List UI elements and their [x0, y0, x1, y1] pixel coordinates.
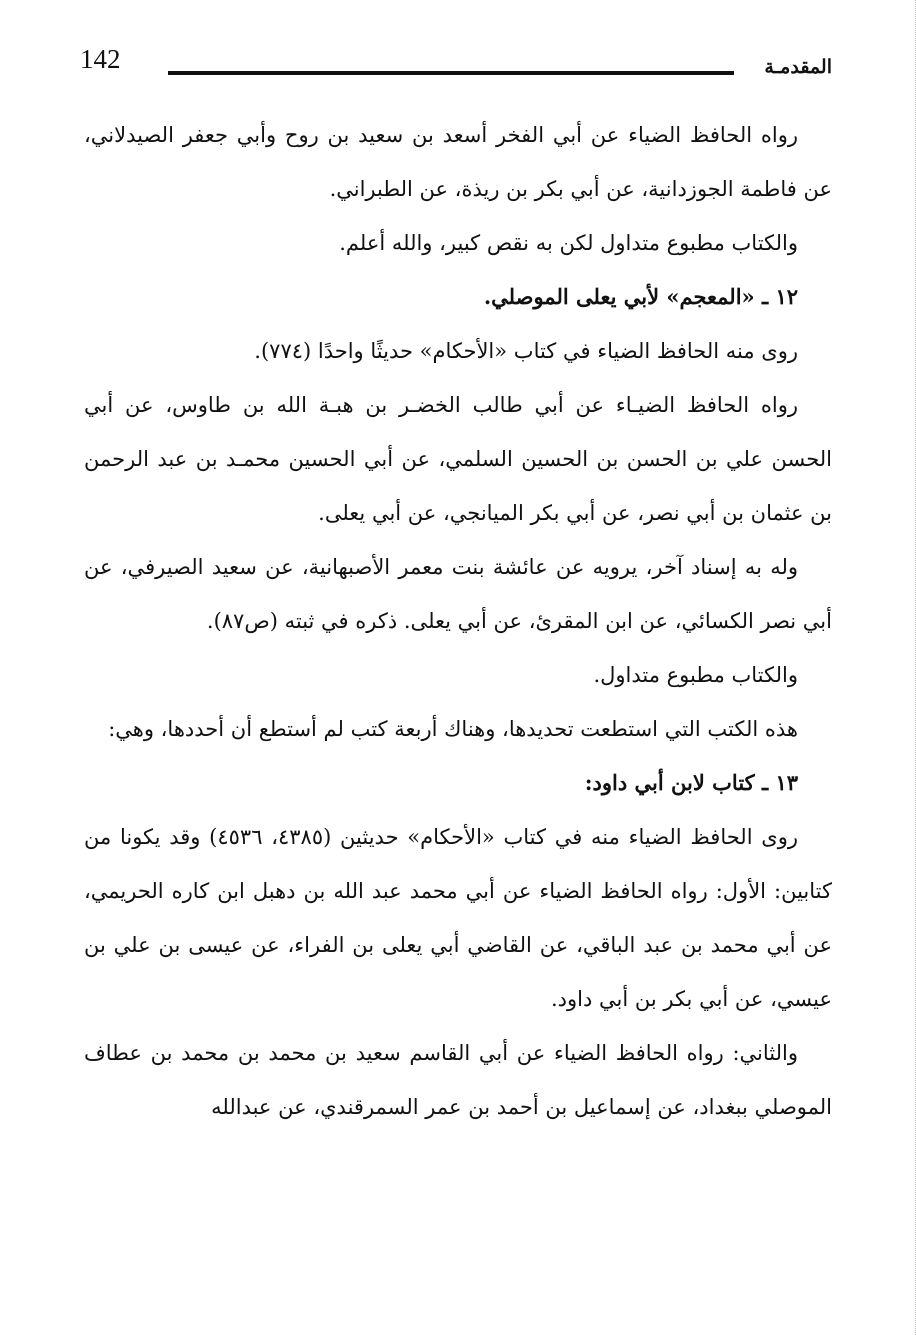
running-title: المقدمـة: [764, 56, 832, 78]
paragraph-isnad-2: وله به إسناد آخر، يرويه عن عائشة بنت معمر الأصبهانية، عن سعيد الصيرفي، عن أبي نصر الكسائي، عن ابن المقرئ، عن أبي يعلى. ذكره في ثبته (ص٨٧).: [84, 555, 832, 633]
paragraph-book-status: والكتاب مطبوع متداول لكن به نقص كبير، والله أعلم.: [339, 231, 798, 255]
section-heading-13: ١٣ ـ كتاب لابن أبي داود:: [584, 770, 798, 795]
header-rule: [168, 71, 734, 75]
section-heading-12: ١٢ ـ «المعجم» لأبي يعلى الموصلي.: [483, 284, 798, 309]
page-number: 142: [80, 44, 121, 74]
paragraph-isnad-1: رواه الحافظ الضيـاء عن أبي طالب الخضـر بن هبـة الله بن طاوس، عن أبي الحسن علي بن الحسن بن الحسين السلمي، عن أبي الحسين محمـد بن عبد الرحمن بن عثمان بن أبي نصر، عن أبي بكر الميانجي، عن أبي يعلى.: [84, 393, 832, 525]
paragraph-hadith-count: روى منه الحافظ الضياء في كتاب «الأحكام» حديثًا واحدًا (٧٧٤).: [254, 339, 798, 363]
paragraph-riwayah-tabarani: رواه الحافظ الضياء عن أبي الفخر أسعد بن سعيد بن روح وأبي جعفر الصيدلاني، عن فاطمة الجوزدانية، عن أبي بكر بن ريذة، عن الطبراني.: [84, 123, 832, 201]
paragraph-remaining-books: هذه الكتب التي استطعت تحديدها، وهناك أربعة كتب لم أستطع أن أحددها، وهي:: [108, 717, 798, 741]
paragraph-second-isnad: والثاني: رواه الحافظ الضياء عن أبي القاسم سعيد بن محمد بن محمد بن عطاف الموصلي ببغداد، عن إسماعيل بن أحمد بن عمر السمرقندي، عن عبدالله: [84, 1041, 832, 1119]
paragraph-two-hadiths: روى الحافظ الضياء منه في كتاب «الأحكام» حديثين (٤٣٨٥، ٤٥٣٦) وقد يكونا من كتابين: الأول: رواه الحافظ الضياء عن أبي محمد عبد الله بن دهبل ابن كاره الحريمي، عن أبي محمد بن عبد الباقي، عن القاضي أبي يعلى بن الفراء، عن عيسى بن علي بن عيسي، عن أبي بكر بن أبي داود.: [84, 825, 832, 1011]
paragraph-book-printed: والكتاب مطبوع متداول.: [593, 663, 798, 687]
page-body: [84, 108, 832, 1134]
page-edge: [909, 0, 916, 1335]
page-header: [80, 44, 832, 94]
